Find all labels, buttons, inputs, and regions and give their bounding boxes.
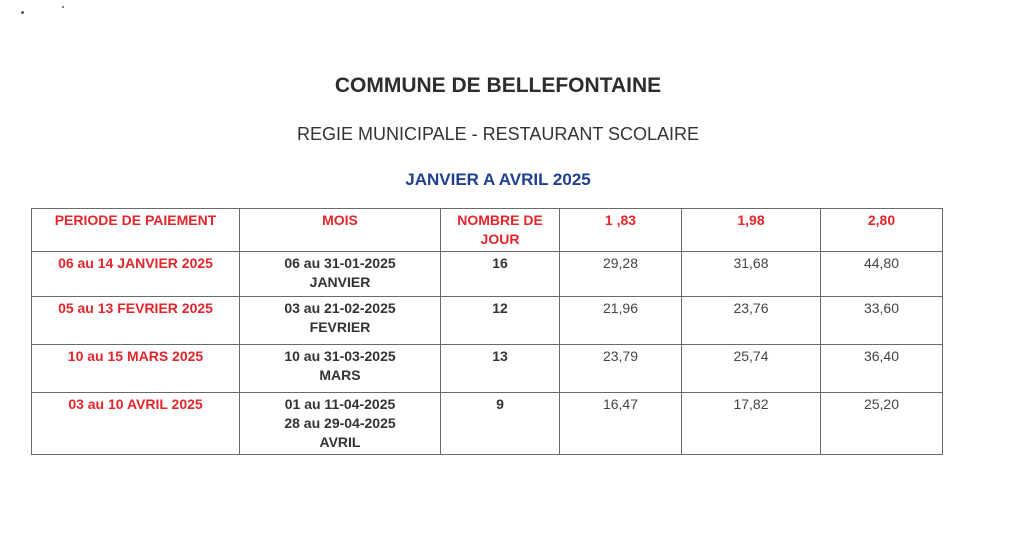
table-row — [32, 393, 943, 455]
table-header-row — [32, 209, 943, 252]
header-periode-paiement: PERIODE DE PAIEMENT — [32, 209, 240, 252]
amount-cell: 33,60 — [821, 297, 943, 345]
month-name: FEVRIER — [309, 319, 371, 335]
amount-cell: 44,80 — [821, 252, 943, 297]
days-count-cell: 13 — [441, 345, 560, 393]
regie-subtitle: REGIE MUNICIPALE - RESTAURANT SCOLAIRE — [296, 124, 700, 144]
payment-period-cell: 06 au 14 JANVIER 2025 — [32, 252, 240, 297]
header-mois: MOIS — [240, 209, 441, 252]
payment-table — [31, 208, 943, 455]
period-heading: JANVIER A AVRIL 2025 — [405, 170, 591, 189]
header-tarif-2: 1,98 — [682, 209, 821, 252]
month-date-range: 06 au 31-01-2025 — [284, 255, 396, 271]
amount-cell: 16,47 — [560, 393, 682, 455]
payment-period-cell: 10 au 15 MARS 2025 — [32, 345, 240, 393]
amount-cell: 25,20 — [821, 393, 943, 455]
month-name: MARS — [319, 367, 361, 383]
month-date-range: 28 au 29-04-2025 — [284, 415, 396, 431]
amount-cell: 31,68 — [682, 252, 821, 297]
amount-cell: 36,40 — [821, 345, 943, 393]
amount-cell: 23,76 — [682, 297, 821, 345]
amount-cell: 25,74 — [682, 345, 821, 393]
scan-speck — [62, 6, 64, 8]
month-cell — [240, 252, 441, 297]
table-row — [32, 345, 943, 393]
month-name: JANVIER — [309, 274, 371, 290]
header-nombre-de-jour: NOMBRE DE JOUR — [441, 209, 560, 252]
payment-period-cell: 05 au 13 FEVRIER 2025 — [32, 297, 240, 345]
payment-period-cell: 03 au 10 AVRIL 2025 — [32, 393, 240, 455]
amount-cell: 17,82 — [682, 393, 821, 455]
month-date-range: 01 au 11-04-2025 — [284, 396, 396, 412]
amount-cell: 23,79 — [560, 345, 682, 393]
amount-cell: 29,28 — [560, 252, 682, 297]
days-count-cell: 9 — [441, 393, 560, 455]
table-row — [32, 297, 943, 345]
days-count-cell: 12 — [441, 297, 560, 345]
table-row — [32, 252, 943, 297]
commune-title: COMMUNE DE BELLEFONTAINE — [334, 74, 662, 97]
amount-cell: 21,96 — [560, 297, 682, 345]
month-cell — [240, 393, 441, 455]
header-tarif-3: 2,80 — [821, 209, 943, 252]
month-cell — [240, 297, 441, 345]
month-name: AVRIL — [319, 434, 361, 450]
month-date-range: 10 au 31-03-2025 — [284, 348, 396, 364]
header-tarif-1: 1 ,83 — [560, 209, 682, 252]
month-cell — [240, 345, 441, 393]
days-count-cell: 16 — [441, 252, 560, 297]
scan-speck — [21, 11, 24, 14]
month-date-range: 03 au 21-02-2025 — [284, 300, 396, 316]
